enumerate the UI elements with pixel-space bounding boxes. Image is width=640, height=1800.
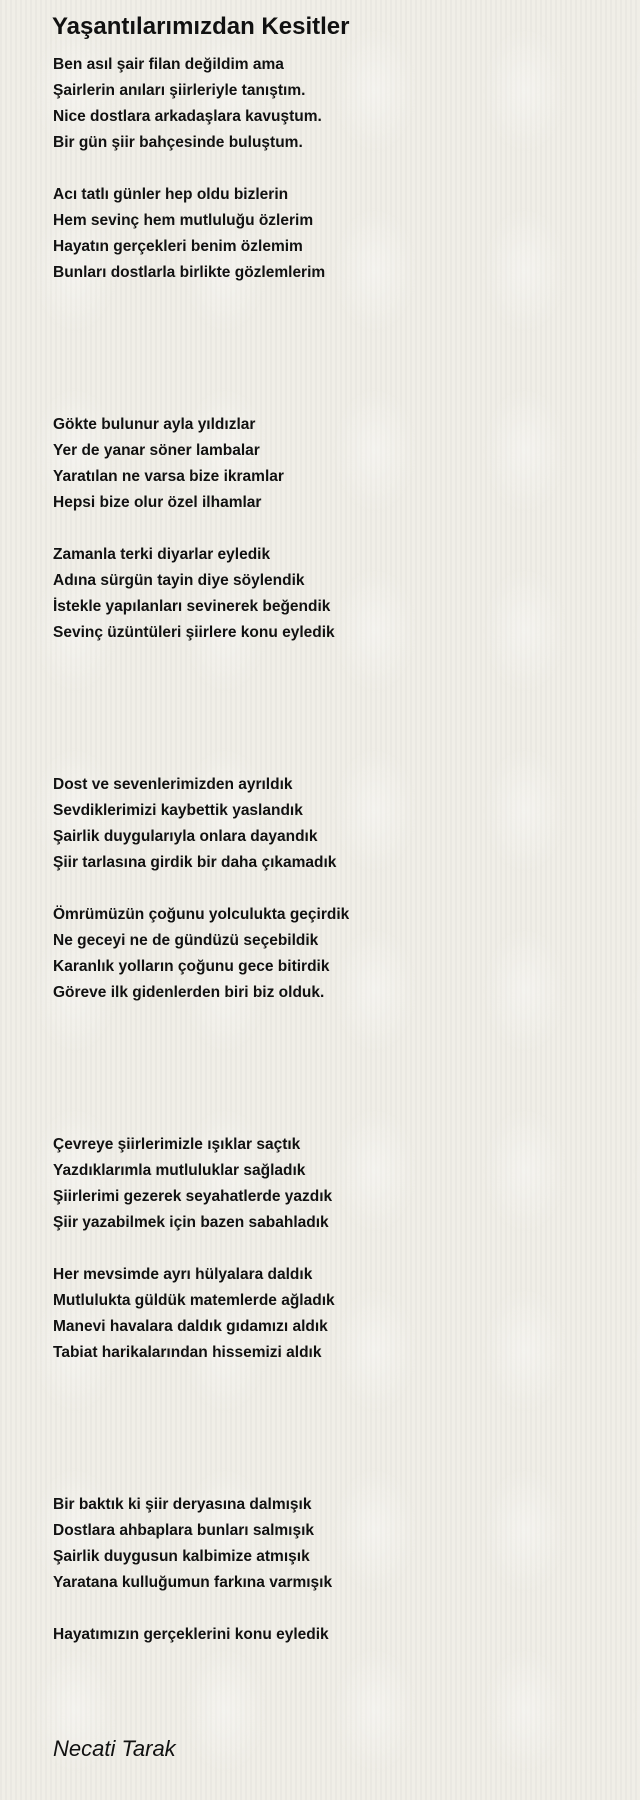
poem-line: Yaratana kulluğumun farkına varmışık <box>53 1574 333 1591</box>
poem-line: Yazdıklarımla mutluluklar sağladık <box>53 1162 306 1179</box>
section-gap <box>53 286 613 412</box>
poem-line: Bir baktık ki şiir deryasına dalmışık <box>53 1496 312 1513</box>
poem-line: Göreve ilk gidenlerden biri biz olduk. <box>53 984 325 1001</box>
poem-line: Hayatın gerçekleri benim özlemim <box>53 238 303 255</box>
stanza-7 <box>53 1132 613 1236</box>
poem-line: Tabiat harikalarından hissemizi aldık <box>53 1344 322 1361</box>
poem-line: Karanlık yolların çoğunu gece bitirdik <box>53 958 330 975</box>
stanza-gap <box>53 1596 613 1622</box>
poem-line: Şairlik duygusun kalbimize atmışık <box>53 1548 310 1565</box>
poem-line: Nice dostlara arkadaşlara kavuştum. <box>53 108 322 125</box>
poem-line: Hepsi bize olur özel ilhamlar <box>53 494 262 511</box>
poem-line: Dostlara ahbaplara bunları salmışık <box>53 1522 315 1539</box>
poem-line: Ömrümüzün çoğunu yolculukta geçirdik <box>53 906 350 923</box>
stanza-9 <box>53 1492 613 1596</box>
stanza-2 <box>53 182 613 286</box>
poem-line: Hem sevinç hem mutluluğu özlerim <box>53 212 314 229</box>
section-gap <box>53 1366 613 1492</box>
stanza-gap <box>53 156 613 182</box>
poem-line: Şairlerin anıları şiirleriyle tanıştım. <box>53 82 306 99</box>
stanza-3 <box>53 412 613 516</box>
poem-line: Manevi havalara daldık gıdamızı aldık <box>53 1318 328 1335</box>
poem-line: Sevdiklerimizi kaybettik yaslandık <box>53 802 303 819</box>
poem-line: Sevinç üzüntüleri şiirlere konu eyledik <box>53 624 335 641</box>
poem-line: Şiirlerimi gezerek seyahatlerde yazdık <box>53 1188 333 1205</box>
poem-line: Acı tatlı günler hep oldu bizlerin <box>53 186 289 203</box>
stanza-6 <box>53 902 613 1006</box>
poem-line: Zamanla terki diyarlar eyledik <box>53 546 271 563</box>
stanza-gap <box>53 876 613 902</box>
poem-line: Ben asıl şair filan değildim ama <box>53 56 284 73</box>
poem-line: Gökte bulunur ayla yıldızlar <box>53 416 256 433</box>
stanza-1 <box>53 52 613 156</box>
poem-line: Ne geceyi ne de gündüzü seçebildik <box>53 932 319 949</box>
poem-title: Yaşantılarımızdan Kesitler <box>52 13 350 40</box>
poem-line: Bunları dostlarla birlikte gözlemlerim <box>53 264 326 281</box>
poem-line: Bir gün şiir bahçesinde buluştum. <box>53 134 303 151</box>
poem-line: Yer de yanar söner lambalar <box>53 442 260 459</box>
poem-line: Şiir yazabilmek için bazen sabahladık <box>53 1214 329 1231</box>
poem-line: Mutlulukta güldük matemlerde ağladık <box>53 1292 335 1309</box>
stanza-gap <box>53 1236 613 1262</box>
section-gap <box>53 1006 613 1132</box>
stanza-8 <box>53 1262 613 1366</box>
poem-line: Her mevsimde ayrı hülyalara daldık <box>53 1266 313 1283</box>
stanza-10 <box>53 1622 613 1648</box>
poem-line: Dost ve sevenlerimizden ayrıldık <box>53 776 293 793</box>
section-gap <box>53 646 613 772</box>
poem-line: Hayatımızın gerçeklerini konu eyledik <box>53 1626 329 1643</box>
poem-line: Çevreye şiirlerimizle ışıklar saçtık <box>53 1136 301 1153</box>
poem-line: Yaratılan ne varsa bize ikramlar <box>53 468 284 485</box>
stanza-4 <box>53 542 613 646</box>
stanza-gap <box>53 516 613 542</box>
poem-line: Şiir tarlasına girdik bir daha çıkamadık <box>53 854 337 871</box>
poem-line: Adına sürgün tayin diye söylendik <box>53 572 305 589</box>
poem-line: Şairlik duygularıyla onlara dayandık <box>53 828 318 845</box>
stanza-5 <box>53 772 613 876</box>
poem-body <box>53 52 613 1648</box>
poem-line: İstekle yapılanları sevinerek beğendik <box>53 598 331 615</box>
poem-author: Necati Tarak <box>53 1736 176 1761</box>
